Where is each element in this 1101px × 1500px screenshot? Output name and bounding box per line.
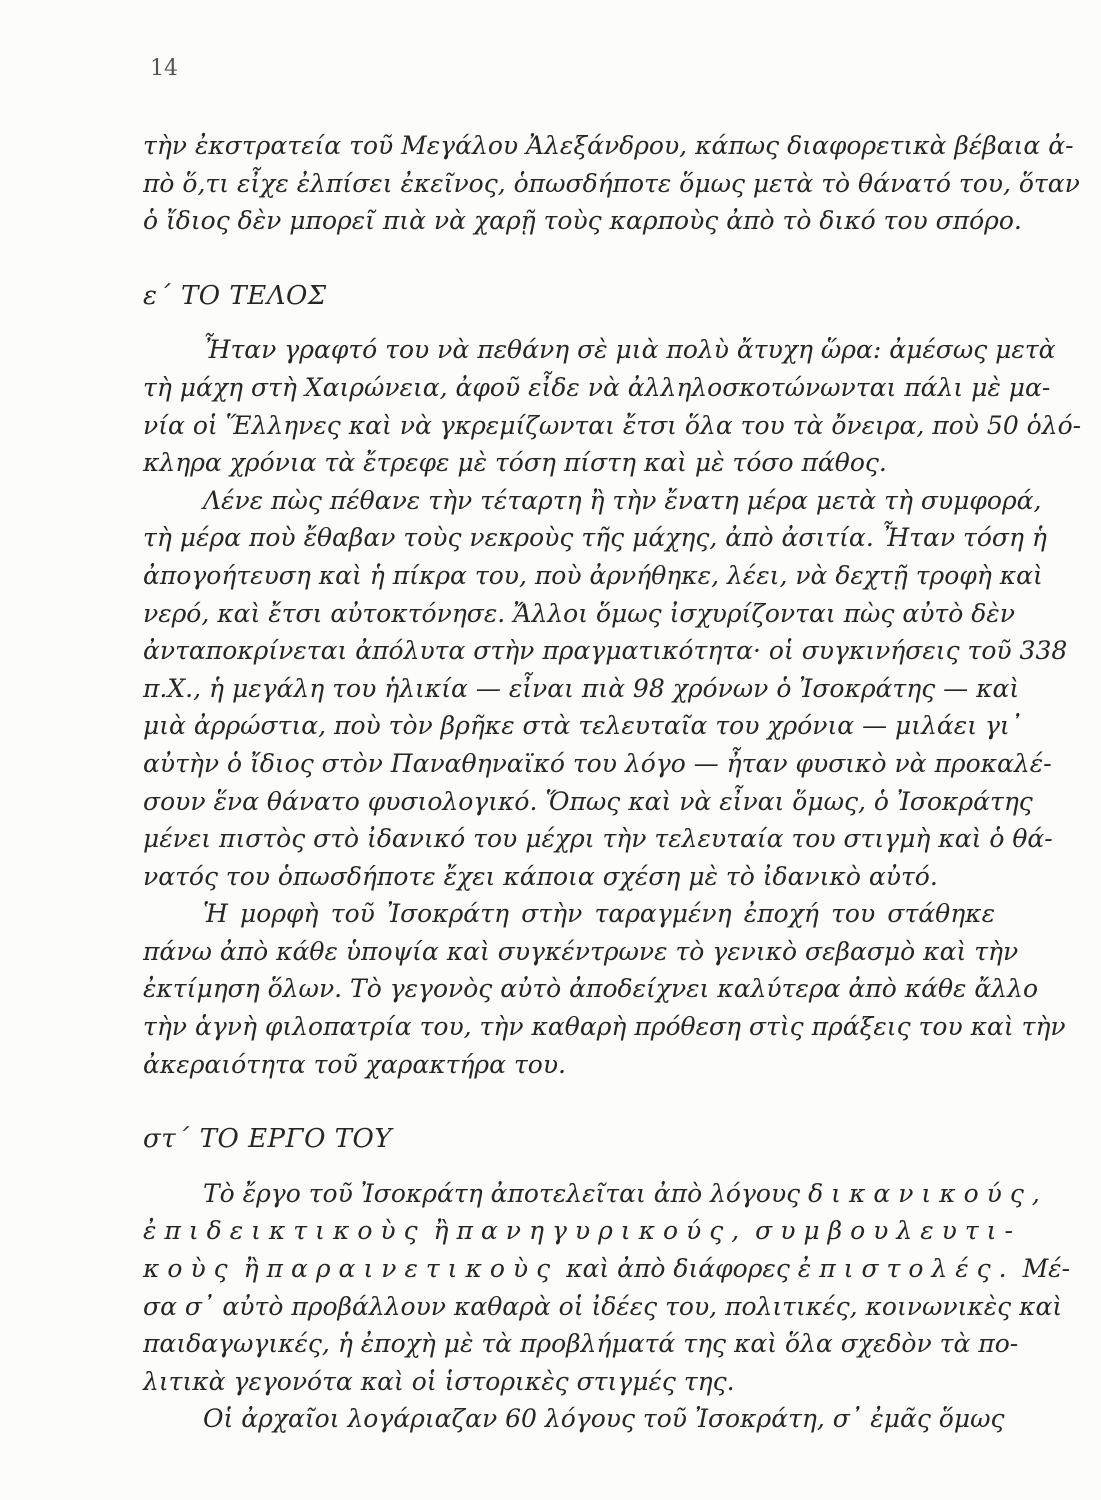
text-line: Λένε πὼς πέθανε τὴν τέταρτη ἢ τὴν ἔνατη μέρα μετὰ τὴ συμφορά, bbox=[203, 485, 1042, 515]
emphasis-word: ἐπιδεικτικοὺς bbox=[143, 1216, 426, 1246]
text-line: ἀνταποκρίνεται ἀπόλυτα στὴν πραγματικότητα· οἱ συγκινήσεις τοῦ 338 bbox=[143, 636, 1068, 666]
text-line: ὁ ἴδιος δὲν μπορεῖ πιὰ νὰ χαρῇ τοὺς καρποὺς ἀπὸ τὸ δικό του σπόρο. bbox=[143, 206, 1022, 236]
text-line: νία οἱ Ἕλληνες καὶ νὰ γκρεμίζωνται ἔτσι ὅλα του τὰ ὄνειρα, ποὺ 50 ὁλό- bbox=[143, 410, 1082, 440]
text-run: Τὸ ἔργο τοῦ Ἰσοκράτη ἀποτελεῖται ἀπὸ λόγους bbox=[203, 1178, 801, 1208]
text-line: ἀπογοήτευση καὶ ἡ πίκρα του, ποὺ ἀρνήθηκε, λέει, νὰ δεχτῇ τροφὴ καὶ bbox=[143, 560, 1043, 590]
text-line: νερό, καὶ ἔτσι αὐτοκτόνησε. Ἄλλοι ὅμως ἰσχυρίζονται πὼς αὐτὸ δὲν bbox=[143, 598, 1015, 628]
section-number: ε΄ bbox=[143, 280, 171, 311]
paragraph bbox=[143, 331, 1082, 481]
text-run: καὶ ἀπὸ διάφορες bbox=[566, 1254, 790, 1284]
text-line: π.Χ., ἡ μεγάλη του ἡλικία — εἶναι πιὰ 98 χρόνων ὁ Ἰσοκράτης — καὶ bbox=[143, 673, 1020, 703]
text-line: ἀκεραιότητα τοῦ χαρακτήρα του. bbox=[143, 1049, 566, 1079]
text-line: πὸ ὅ,τι εἶχε ἐλπίσει ἐκεῖνος, ὁπωσδήποτε ὅμως μετὰ τὸ θάνατό του, ὅταν bbox=[143, 168, 1080, 198]
emphasis-word: ἐπιστολές. bbox=[797, 1254, 1015, 1284]
page-body bbox=[143, 127, 1082, 1438]
text-line: τὴν ἐκστρατεία τοῦ Μεγάλου Ἀλεξάνδρου, κάπως διαφορετικὰ βέβαια ἀ- bbox=[143, 131, 1074, 160]
text-line: Ἦταν γραφτό του νὰ πεθάνη σὲ μιὰ πολὺ ἄτυχη ὥρα: ἀμέσως μετὰ bbox=[203, 335, 1056, 365]
opening-paragraph bbox=[143, 127, 1080, 240]
text-line: μιὰ ἀρρώστια, ποὺ τὸν βρῆκε στὰ τελευταῖα του χρόνια — μιλάει γι᾽ bbox=[143, 711, 1023, 741]
text-line: σουν ἕνα θάνατο φυσιολογικό. Ὅπως καὶ νὰ εἶναι ὅμως, ὁ Ἰσοκράτης bbox=[143, 786, 1033, 816]
section-heading-5 bbox=[143, 278, 995, 316]
text-line: ἐκτίμηση ὅλων. Τὸ γεγονὸς αὐτὸ ἀποδείχνει καλύτερα ἀπὸ κάθε ἄλλο bbox=[143, 974, 1039, 1004]
section-title: ΤΟ ΕΡΓΟ ΤΟΥ bbox=[199, 1124, 392, 1155]
section-number: στ΄ bbox=[143, 1124, 190, 1155]
text-line: Οἱ ἀρχαῖοι λογάριαζαν 60 λόγους τοῦ Ἰσοκράτη, σ᾽ ἐμᾶς ὅμως bbox=[203, 1404, 1005, 1434]
text-line: κληρα χρόνια τὰ ἔτρεφε μὲ τόση πίστη καὶ μὲ τόσο πάθος. bbox=[143, 448, 887, 478]
section-heading-6 bbox=[143, 1121, 995, 1159]
text-line: τὴν ἁγνὴ φιλοπατρία του, τὴν καθαρὴ πρόθεση στὶς πράξεις του καὶ τὴν bbox=[143, 1012, 1066, 1042]
text-line bbox=[143, 1212, 1021, 1250]
paragraph bbox=[143, 1175, 1071, 1401]
text-line: τὴ μάχη στὴ Χαιρώνεια, ἀφοῦ εἶδε νὰ ἀλληλοσκοτώνωνται πάλι μὲ μα- bbox=[143, 372, 1051, 402]
text-line: μένει πιστὸς στὸ ἰδανικό του μέχρι τὴν τελευταία του στιγμὴ καὶ ὁ θά- bbox=[143, 824, 1053, 854]
text-line: παιδαγωγικές, ἡ ἐποχὴ μὲ τὰ προβλήματά της καὶ ὅλα σχεδὸν τὰ πο- bbox=[143, 1329, 1019, 1359]
text-line bbox=[143, 1250, 1071, 1288]
emphasis-word: παραινετικοὺς bbox=[266, 1254, 559, 1284]
emphasis-word: συμβουλευτι- bbox=[755, 1216, 1021, 1246]
paragraph bbox=[143, 895, 1066, 1083]
text-line: σα σ᾽ αὐτὸ προβάλλουν καθαρὰ οἱ ἰδέες του, πολιτικές, κοινωνικὲς καὶ bbox=[143, 1291, 1063, 1321]
paragraph bbox=[143, 1400, 1005, 1438]
text-line: Ἡ μορφὴ τοῦ Ἰσοκράτη στὴν ταραγμένη ἐποχή του στάθηκε bbox=[203, 899, 995, 929]
emphasis-word: κοὺς bbox=[143, 1254, 236, 1284]
paragraph bbox=[143, 482, 1068, 896]
text-line: λιτικὰ γεγονότα καὶ οἱ ἱστορικὲς στιγμές της. bbox=[143, 1366, 735, 1396]
page-number: 14 bbox=[150, 56, 178, 81]
text-run: ἢ bbox=[243, 1254, 259, 1284]
text-line: αὐτὴν ὁ ἴδιος στὸν Παναθηναϊκό του λόγο — ἦταν φυσικὸ νὰ προκαλέ- bbox=[143, 748, 1052, 778]
text-run: Μέ- bbox=[1022, 1254, 1071, 1284]
text-line: νατός του ὁπωσδήποτε ἔχει κάποια σχέση μὲ τὸ ἰδανικὸ αὐτό. bbox=[143, 861, 938, 891]
emphasis-word: πανηγυρικούς, bbox=[456, 1216, 748, 1246]
text-run: ἢ bbox=[433, 1216, 449, 1246]
emphasis-word: δικανικούς, bbox=[808, 1178, 1048, 1208]
text-line: πάνω ἀπὸ κάθε ὑποψία καὶ συγκέντρωνε τὸ γενικὸ σεβασμὸ καὶ τὴν bbox=[143, 936, 1019, 966]
text-line: τὴ μέρα ποὺ ἔθαβαν τοὺς νεκροὺς τῆς μάχης, ἀπὸ ἀσιτία. Ἦταν τόση ἡ bbox=[143, 523, 1047, 553]
text-line bbox=[143, 1175, 1048, 1213]
section-title: ΤΟ ΤΕΛΟΣ bbox=[180, 280, 327, 311]
